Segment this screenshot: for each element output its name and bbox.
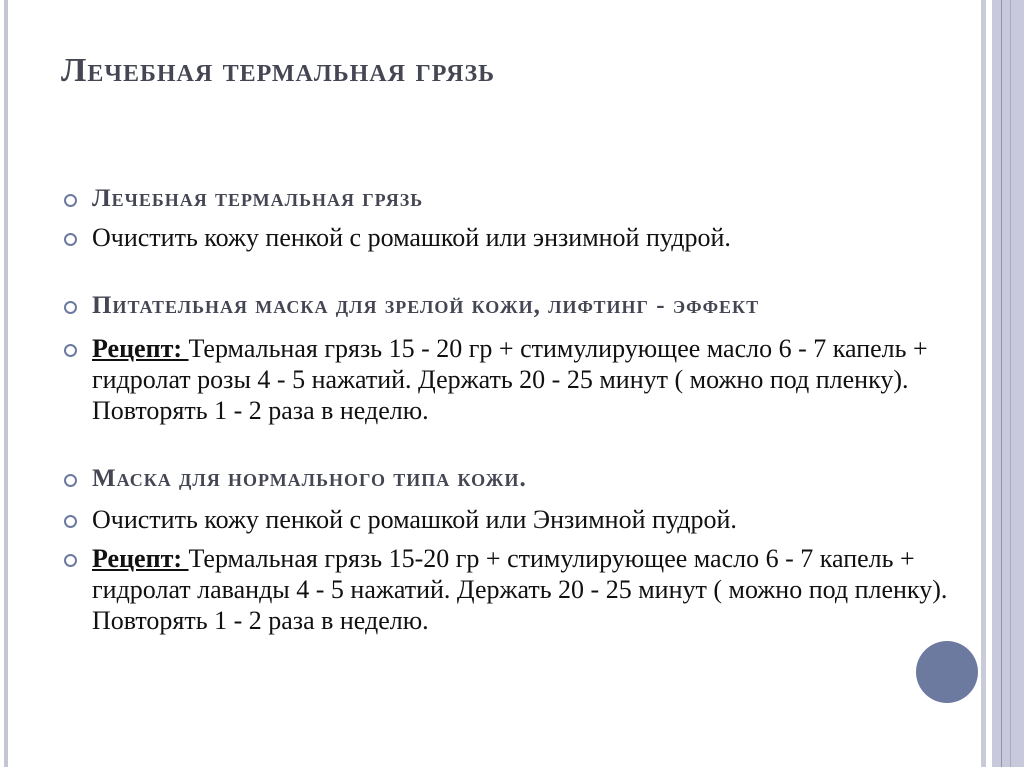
decorative-circle-icon	[916, 641, 978, 703]
bullet-icon	[64, 554, 77, 567]
list-item-heading	[62, 290, 912, 321]
list-item-heading	[62, 463, 932, 494]
bullet-list	[62, 183, 948, 636]
left-border-rule	[4, 0, 8, 767]
recipe-label: Рецепт:	[92, 334, 189, 363]
item-text: Термальная грязь 15 - 20 гр + стимулирующее масло 6 - 7 капель + гидролат розы 4 - 5 нажатий. Держать 20 - 25 минут ( можно под пленку). Повторять 1 - 2 раза в неделю.	[92, 334, 928, 425]
bullet-icon	[64, 515, 77, 528]
item-text: Маска для нормального типа кожи.	[92, 465, 527, 492]
item-text: Очистить кожу пенкой с ромашкой или энзимной пудрой.	[92, 223, 731, 252]
list-item-recipe	[62, 333, 930, 426]
stripe	[1011, 0, 1024, 767]
item-text: Лечебная термальная грязь	[92, 185, 424, 212]
recipe-label: Рецепт:	[92, 544, 189, 573]
bullet-icon	[64, 194, 77, 207]
list-item	[62, 504, 932, 535]
list-item	[62, 222, 932, 253]
right-decorative-stripes	[981, 0, 1024, 767]
bullet-icon	[64, 301, 77, 314]
list-item-recipe	[62, 543, 952, 636]
bullet-icon	[64, 474, 77, 487]
item-text: Очистить кожу пенкой с ромашкой или Энзимной пудрой.	[92, 505, 737, 534]
item-text: Термальная грязь 15-20 гр + стимулирующее масло 6 - 7 капель + гидролат лаванды 4 - 5 нажатий. Держать 20 - 25 минут ( можно под пленку). Повторять 1 - 2 раза в неделю.	[92, 544, 948, 635]
item-text: Питательная маска для зрелой кожи, лифтинг - эффект	[92, 292, 760, 319]
stripe	[992, 0, 1001, 767]
stripe	[981, 0, 986, 767]
bullet-icon	[64, 344, 77, 357]
list-item-heading	[62, 183, 932, 214]
bullet-icon	[64, 233, 77, 246]
stripe	[1002, 0, 1010, 767]
slide-title: Лечебная термальная грязь	[61, 52, 496, 89]
